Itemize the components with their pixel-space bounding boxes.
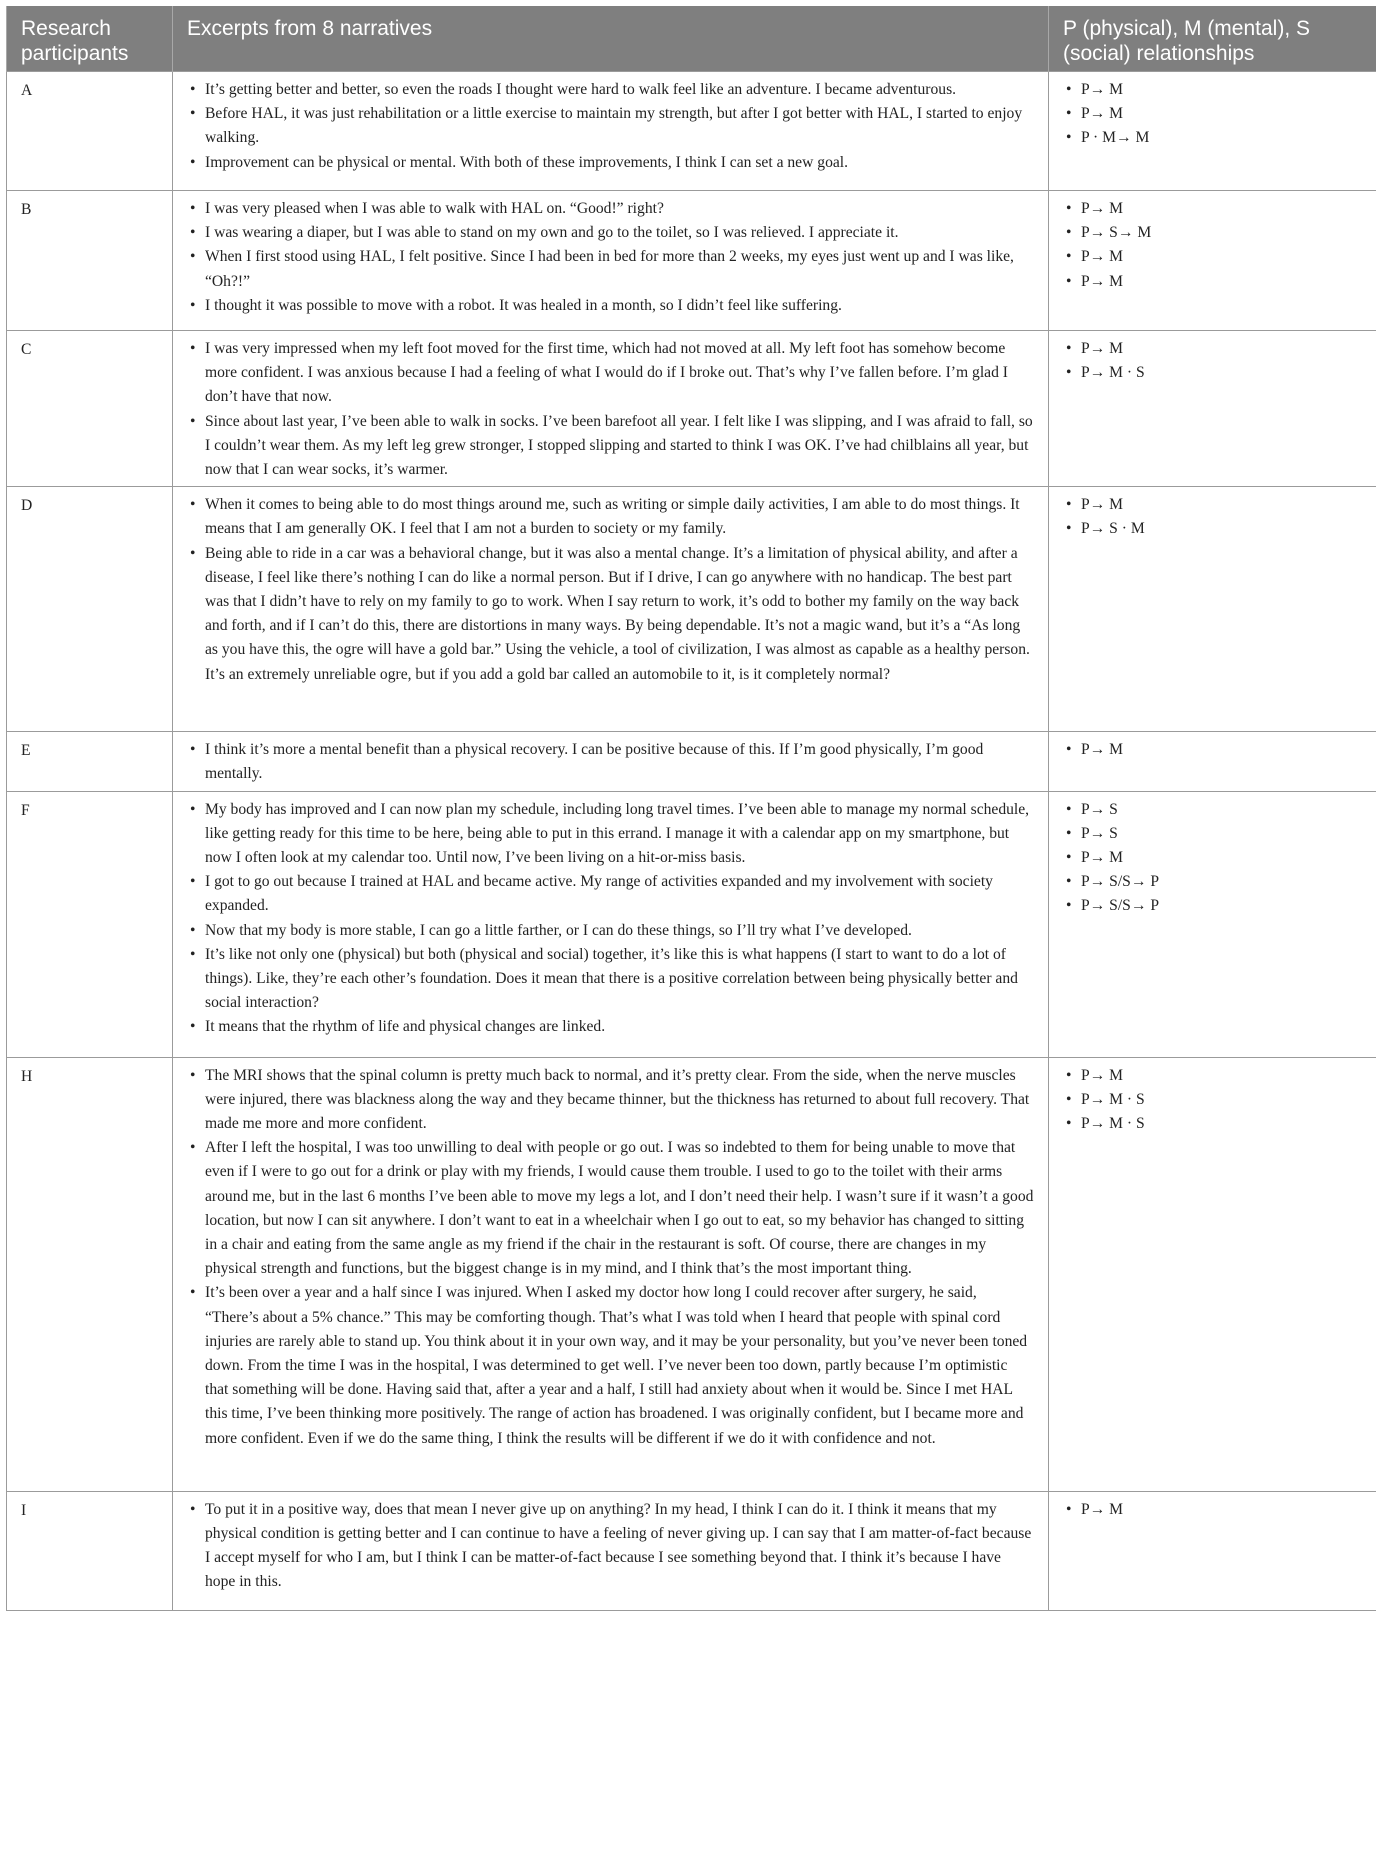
table-row (7, 487, 1376, 732)
relationship-item: • P→ M (1063, 1064, 1362, 1088)
excerpts-cell (173, 72, 1049, 191)
header-excerpts: Excerpts from 8 narratives (173, 6, 1049, 72)
excerpt-item: • It’s been over a year and a half since I was injured. When I asked my doctor how long I could recover after surgery, he said, “There’s about a 5% chance.” This may be comforting though. That’s what I was told when I heard that people with spinal cord injuries are rarely able to stand up. You think about it in your own way, and it may be your personality, but you’ve never been toned down. From the time I was in the hospital, I was determined to get well. I’ve never been too down, partly because I’m optimistic that something will be done. Having said that, after a year and a half, I still had anxiety about when it would be. Since I met HAL this time, I’ve been thinking more positively. The range of action has broadened. I was originally confident, but I became more and more confident. Even if we do the same thing, I think the results will be different if we do it with confidence and not. (187, 1281, 1034, 1450)
excerpt-item: • Now that my body is more stable, I can go a little farther, or I can do these things, so I’ll try what I’ve developed. (187, 919, 1034, 943)
table-row (7, 1491, 1376, 1610)
relationships-cell (1049, 191, 1376, 331)
participant-cell: E (7, 732, 173, 791)
header-participants: Research participants (7, 6, 173, 72)
excerpt-item: • It means that the rhythm of life and physical changes are linked. (187, 1015, 1034, 1039)
excerpt-item: • I was very pleased when I was able to walk with HAL on. “Good!” right? (187, 197, 1034, 221)
relationship-item: • P→ S (1063, 798, 1362, 822)
relationship-item: • P→ M · S (1063, 1112, 1362, 1136)
relationships-cell (1049, 791, 1376, 1057)
excerpt-list (187, 197, 1034, 318)
table-row (7, 331, 1376, 487)
relationship-list (1063, 197, 1362, 294)
relationship-item: • P→ S (1063, 822, 1362, 846)
participant-cell: I (7, 1491, 173, 1610)
table-body (7, 72, 1376, 1611)
excerpt-item: • It’s getting better and better, so even the roads I thought were hard to walk feel like an adventure. I became adventurous. (187, 78, 1034, 102)
relationship-list (1063, 337, 1362, 385)
participant-cell: H (7, 1057, 173, 1491)
relationship-item: • P→ M (1063, 1498, 1362, 1522)
excerpt-item: • After I left the hospital, I was too unwilling to deal with people or go out. I was so indebted to them for being unable to move that even if I were to go out for a drink or play with my friends, I would cause them trouble. I used to go to the toilet with their arms around me, but in the last 6 months I’ve been able to move my legs a lot, and I don’t need their help. I wasn’t sure if it wasn’t a good location, but now I can sit anywhere. I don’t want to eat in a wheelchair when I go out to eat, so my behavior has changed to sitting in a chair and eating from the same angle as my friend if the chair in the restaurant is soft. Of course, there are changes in my physical strength and functions, but the biggest change is in my mind, and I think that’s the most important thing. (187, 1136, 1034, 1281)
excerpt-list (187, 337, 1034, 482)
relationship-item: • P→ M (1063, 846, 1362, 870)
excerpts-cell (173, 1057, 1049, 1491)
relationships-cell (1049, 1491, 1376, 1610)
relationship-item: • P→ M · S (1063, 361, 1362, 385)
excerpts-cell (173, 1491, 1049, 1610)
participant-cell: B (7, 191, 173, 331)
table-row (7, 732, 1376, 791)
excerpt-list (187, 1064, 1034, 1451)
excerpt-item: • I was very impressed when my left foot moved for the first time, which had not moved at all. My left foot has somehow become more confident. I was anxious because I had a feeling of what I would do if I broke out. That’s why I’ve fallen before. I’m glad I don’t have that now. (187, 337, 1034, 410)
header-relationships: P (physical), M (mental), S (social) relationships (1049, 6, 1376, 72)
relationships-cell (1049, 72, 1376, 191)
excerpt-item: • My body has improved and I can now plan my schedule, including long travel times. I’ve been able to manage my normal schedule, like getting ready for this time to be here, being able to put in this errand. I manage it with a calendar app on my smartphone, but now I often look at my calendar too. Until now, I’ve been living on a hit-or-miss basis. (187, 798, 1034, 871)
relationship-list (1063, 798, 1362, 919)
excerpt-item: • Being able to ride in a car was a behavioral change, but it was also a mental change. It’s a limitation of physical ability, and after a disease, I feel like there’s nothing I can do like a normal person. But if I drive, I can go anywhere with no handicap. The best part was that I didn’t have to rely on my family to go to work. When I say return to work, it’s odd to bother my family on the way back and forth, and if I can’t do this, there are distortions in many ways. By being dependable. It’s not a magic wand, but it’s a “As long as you have this, the ogre will have a gold bar.” Using the vehicle, a tool of civilization, I was almost as capable as a healthy person. It’s an extremely unreliable ogre, but if you add a gold bar called an automobile to it, is it completely normal? (187, 542, 1034, 687)
relationship-item: • P→ S/S→ P (1063, 870, 1362, 894)
participant-cell: A (7, 72, 173, 191)
relationship-item: • P→ M (1063, 270, 1362, 294)
relationship-list (1063, 1498, 1362, 1522)
excerpt-item: • It’s like not only one (physical) but both (physical and social) together, it’s like this is what happens (I start to want to do a lot of things). Like, they’re each other’s foundation. Does it mean that there is a positive correlation between being physically better and social interaction? (187, 943, 1034, 1016)
participant-cell: C (7, 331, 173, 487)
excerpt-item: • To put it in a positive way, does that mean I never give up on anything? In my head, I think I can do it. I think it means that my physical condition is getting better and I can continue to have a feeling of never giving up. I can say that I am matter-of-fact because I accept myself for who I am, but I think I can be matter-of-fact because I see something beyond that. I think it’s because I have hope in this. (187, 1498, 1034, 1595)
excerpt-item: • I thought it was possible to move with a robot. It was healed in a month, so I didn’t feel like suffering. (187, 294, 1034, 318)
excerpt-item: • Since about last year, I’ve been able to walk in socks. I’ve been barefoot all year. I felt like I was slipping, and I was afraid to fall, so I couldn’t wear them. As my left leg grew stronger, I stopped slipping and started to think I was OK. I’ve had chilblains all year, but now that I can wear socks, it’s warmer. (187, 410, 1034, 483)
relationship-item: • P→ S/S→ P (1063, 894, 1362, 918)
table-row (7, 791, 1376, 1057)
participant-cell: F (7, 791, 173, 1057)
table-row (7, 72, 1376, 191)
relationship-list (1063, 738, 1362, 762)
relationship-item: • P→ M (1063, 337, 1362, 361)
excerpts-cell (173, 732, 1049, 791)
excerpt-item: • The MRI shows that the spinal column is pretty much back to normal, and it’s pretty clear. From the side, when the nerve muscles were injured, there was blackness along the way and they became thinner, but the thickness has returned to about full recovery. That made me more and more confident. (187, 1064, 1034, 1137)
relationship-item: • P→ M (1063, 78, 1362, 102)
relationships-cell (1049, 1057, 1376, 1491)
relationship-item: • P→ M · S (1063, 1088, 1362, 1112)
relationships-cell (1049, 732, 1376, 791)
excerpt-item: • I got to go out because I trained at HAL and became active. My range of activities expanded and my involvement with society expanded. (187, 870, 1034, 918)
excerpt-list (187, 1498, 1034, 1595)
relationship-item: • P→ M (1063, 493, 1362, 517)
excerpt-list (187, 493, 1034, 687)
relationship-list (1063, 78, 1362, 151)
relationship-item: • P→ S · M (1063, 517, 1362, 541)
header-row (7, 6, 1376, 72)
excerpts-cell (173, 191, 1049, 331)
excerpt-list (187, 738, 1034, 786)
table-row (7, 191, 1376, 331)
excerpt-item: • I was wearing a diaper, but I was able to stand on my own and go to the toilet, so I was relieved. I appreciate it. (187, 221, 1034, 245)
excerpt-item: • Before HAL, it was just rehabilitation or a little exercise to maintain my strength, but after I got better with HAL, I started to enjoy walking. (187, 102, 1034, 150)
excerpt-item: • When it comes to being able to do most things around me, such as writing or simple daily activities, I am able to do most things. It means that I am generally OK. I feel that I am not a burden to society or my family. (187, 493, 1034, 541)
excerpts-cell (173, 487, 1049, 732)
table-row (7, 1057, 1376, 1491)
excerpts-cell (173, 331, 1049, 487)
relationships-cell (1049, 331, 1376, 487)
relationship-item: • P→ M (1063, 245, 1362, 269)
excerpt-item: • Improvement can be physical or mental. With both of these improvements, I think I can set a new goal. (187, 151, 1034, 175)
excerpt-list (187, 798, 1034, 1040)
relationship-item: • P→ M (1063, 197, 1362, 221)
excerpt-item: • When I first stood using HAL, I felt positive. Since I had been in bed for more than 2 weeks, my eyes just went up and I was like, “Oh?!” (187, 245, 1034, 293)
relationship-item: • P→ M (1063, 738, 1362, 762)
relationship-list (1063, 493, 1362, 541)
relationships-cell (1049, 487, 1376, 732)
relationship-item: • P→ S→ M (1063, 221, 1362, 245)
excerpt-item: • I think it’s more a mental benefit than a physical recovery. I can be positive because of this. If I’m good physically, I’m good mentally. (187, 738, 1034, 786)
relationship-item: • P→ M (1063, 102, 1362, 126)
relationship-list (1063, 1064, 1362, 1137)
relationship-item: • P · M→ M (1063, 126, 1362, 150)
excerpts-cell (173, 791, 1049, 1057)
excerpt-list (187, 78, 1034, 175)
participant-cell: D (7, 487, 173, 732)
narratives-table (6, 6, 1376, 1611)
